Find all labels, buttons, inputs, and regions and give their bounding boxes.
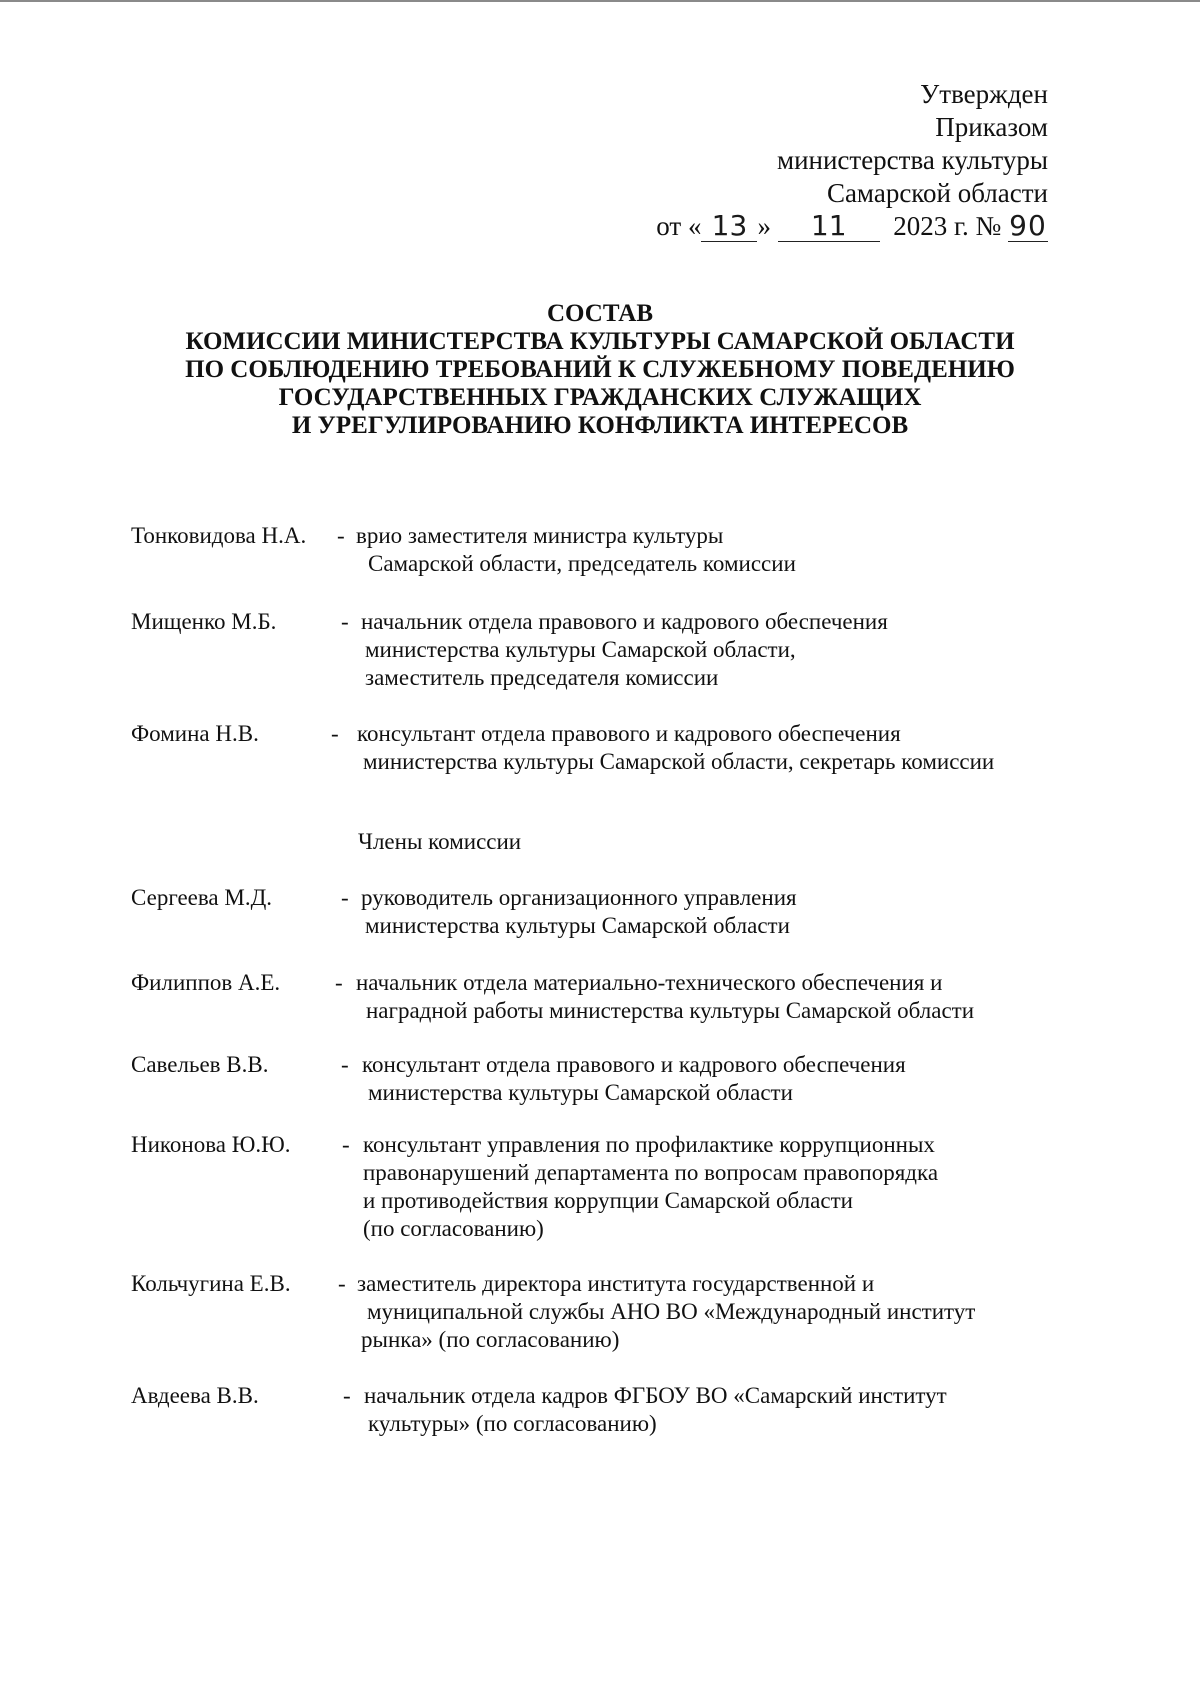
member-dash: - [341, 609, 349, 634]
member-role [356, 969, 974, 1025]
member-role [362, 1051, 906, 1107]
handwritten-order-number: 90 [1009, 209, 1047, 242]
member-name: Сергеева М.Д. [131, 885, 273, 910]
member-role [357, 1270, 975, 1354]
member-name: Филиппов А.Е. [131, 970, 281, 995]
member-role [364, 1382, 947, 1438]
role-line: министерства культуры Самарской области [368, 1080, 793, 1105]
member-role [357, 720, 994, 776]
handwritten-day: 13 [701, 211, 757, 242]
role-line: консультант управления по профилактике коррупционных [363, 1132, 935, 1157]
member-name: Савельев В.В. [131, 1052, 269, 1077]
role-line: рынка» (по согласованию) [361, 1327, 620, 1352]
approval-date-line [656, 210, 1048, 243]
member-dash: - [343, 1383, 351, 1408]
title-line-3: ПО СОБЛЮДЕНИЮ ТРЕБОВАНИЙ К СЛУЖЕБНОМУ ПОВЕДЕНИЮ [185, 356, 1015, 383]
title-line-2: КОМИССИИ МИНИСТЕРСТВА КУЛЬТУРЫ САМАРСКОЙ ОБЛАСТИ [185, 328, 1015, 355]
member-name: Мищенко М.Б. [131, 609, 277, 634]
role-line: министерства культуры Самарской области, секретарь комиссии [363, 749, 995, 774]
role-line: правонарушений департамента по вопросам правопорядка [363, 1160, 939, 1185]
page-top-border [0, 0, 1200, 2]
member-name: Тонковидова Н.А. [131, 523, 307, 548]
member-name: Никонова Ю.Ю. [131, 1132, 291, 1157]
role-line: консультант отдела правового и кадрового обеспечения [357, 721, 901, 746]
member-name: Кольчугина Е.В. [131, 1271, 291, 1296]
role-line: начальник отдела правового и кадрового обеспечения [361, 609, 888, 634]
role-line: консультант отдела правового и кадрового обеспечения [362, 1052, 906, 1077]
document-title [0, 300, 1200, 440]
approval-line-order: Приказом [935, 112, 1048, 142]
member-role [361, 608, 888, 692]
approval-line-ministry: министерства культуры [776, 145, 1048, 175]
role-line: заместитель директора института государственной и [357, 1271, 875, 1296]
member-dash: - [341, 1052, 349, 1077]
title-line-4: ГОСУДАРСТВЕННЫХ ГРАЖДАНСКИХ СЛУЖАЩИХ [278, 384, 922, 411]
approval-line-approved: Утвержден [920, 79, 1048, 109]
role-line: министерства культуры Самарской области [365, 913, 790, 938]
role-line: (по согласованию) [363, 1216, 544, 1241]
title-line-5: И УРЕГУЛИРОВАНИЮ КОНФЛИКТА ИНТЕРЕСОВ [291, 412, 909, 439]
role-line: муниципальной службы АНО ВО «Международный институт [367, 1299, 976, 1324]
members-heading: Члены комиссии [358, 829, 522, 854]
role-line: начальник отдела материально-технического обеспечения и [356, 970, 943, 995]
role-line: культуры» (по согласованию) [368, 1411, 657, 1436]
date-prefix: от « [656, 211, 702, 241]
handwritten-month: 11 [778, 211, 880, 242]
member-dash: - [331, 721, 339, 746]
date-quote-close: » [757, 211, 771, 241]
role-line: министерства культуры Самарской области, [365, 637, 796, 662]
approval-stamp [656, 78, 1048, 243]
member-dash: - [342, 1132, 350, 1157]
role-line: наградной работы министерства культуры Самарской области [366, 998, 975, 1023]
member-dash: - [338, 1271, 346, 1296]
member-name: Фомина Н.В. [131, 721, 259, 746]
member-dash: - [337, 523, 345, 548]
member-dash: - [341, 885, 349, 910]
role-line: заместитель председателя комиссии [365, 665, 719, 690]
role-line: начальник отдела кадров ФГБОУ ВО «Самарский институт [364, 1383, 947, 1408]
role-line: и противодействия коррупции Самарской области [363, 1188, 853, 1213]
date-year-label: 2023 г. № [893, 211, 1002, 241]
member-dash: - [335, 970, 343, 995]
member-role [361, 884, 797, 940]
role-line: Самарской области, председатель комиссии [368, 551, 796, 576]
title-line-1: СОСТАВ [546, 300, 654, 327]
role-line: врио заместителя министра культуры [356, 523, 724, 548]
role-line: руководитель организационного управления [361, 885, 797, 910]
approval-line-region: Самарской области [826, 178, 1048, 208]
member-name: Авдеева В.В. [131, 1383, 259, 1408]
member-role [363, 1131, 938, 1243]
member-role [356, 522, 796, 578]
